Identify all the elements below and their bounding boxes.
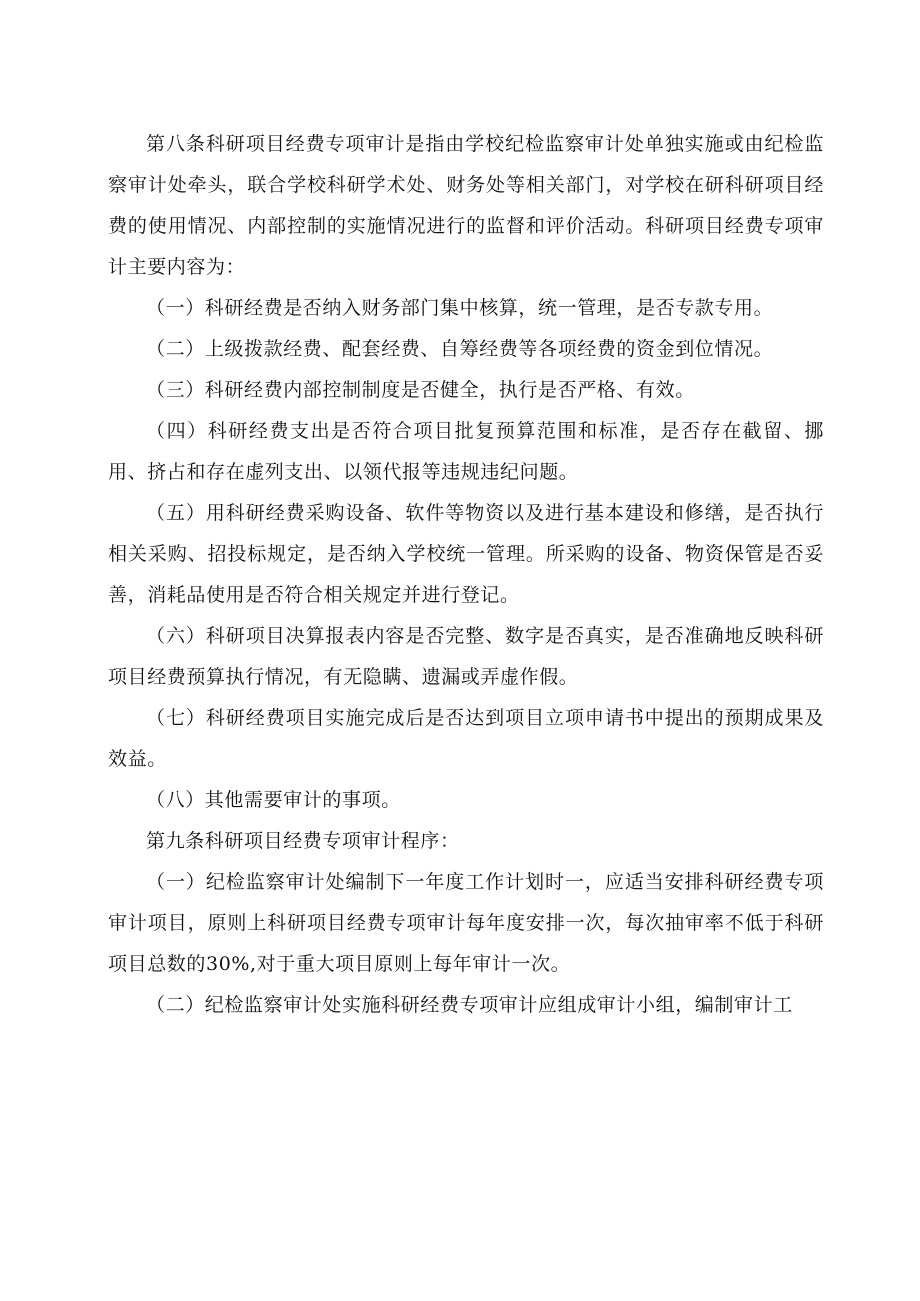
paragraph-item-1: （一）科研经费是否纳入财务部门集中核算，统一管理，是否专款专用。 bbox=[146, 297, 774, 319]
paragraph-procedure-2: （二）纪检监察审计处实施科研经费专项审计应组成审计小组，编制审计工 bbox=[146, 994, 793, 1016]
paragraph-item-4: （四）科研经费支出是否符合项目批复预算范围和标准，是否存在截留、挪用、挤占和存在虚列支出、以领代报等违规违纪问题。 bbox=[108, 420, 824, 483]
paragraph-item-8: （八）其他需要审计的事项。 bbox=[146, 789, 401, 811]
paragraph-item-6: （六）科研项目决算报表内容是否完整、数字是否真实，是否准确地反映科研项目经费预算执行情况，有无隐瞒、遗漏或弄虚作假。 bbox=[108, 625, 824, 688]
paragraph-item-5: （五）用科研经费采购设备、软件等物资以及进行基本建设和修缮，是否执行相关采购、招投标规定，是否纳入学校统一管理。所采购的设备、物资保管是否妥善，消耗品使用是否符合相关规定并进行登记。 bbox=[108, 502, 824, 606]
paragraph-article-8: 第八条科研项目经费专项审计是指由学校纪检监察审计处单独实施或由纪检监察审计处牵头，联合学校科研学术处、财务处等相关部门，对学校在研科研项目经费的使用情况、内部控制的实施情况进行的监督和评价活动。科研项目经费专项审计主要内容为： bbox=[108, 133, 824, 278]
paragraph-item-3: （三）科研经费内部控制制度是否健全，执行是否严格、有效。 bbox=[146, 379, 695, 401]
paragraph-item-2: （二）上级拨款经费、配套经费、自筹经费等各项经费的资金到位情况。 bbox=[146, 338, 774, 360]
paragraph-article-9: 第九条科研项目经费专项审计程序： bbox=[146, 830, 460, 852]
document-body bbox=[108, 124, 824, 1026]
paragraph-procedure-1: （一）纪检监察审计处编制下一年度工作计划时一，应适当安排科研经费专项审计项目，原则上科研项目经费专项审计每年度安排一次，每次抽审率不低于科研项目总数的30%,对于重大项目原则上每年审计一次。 bbox=[108, 871, 824, 975]
paragraph-item-7: （七）科研经费项目实施完成后是否达到项目立项申请书中提出的预期成果及效益。 bbox=[108, 707, 824, 770]
